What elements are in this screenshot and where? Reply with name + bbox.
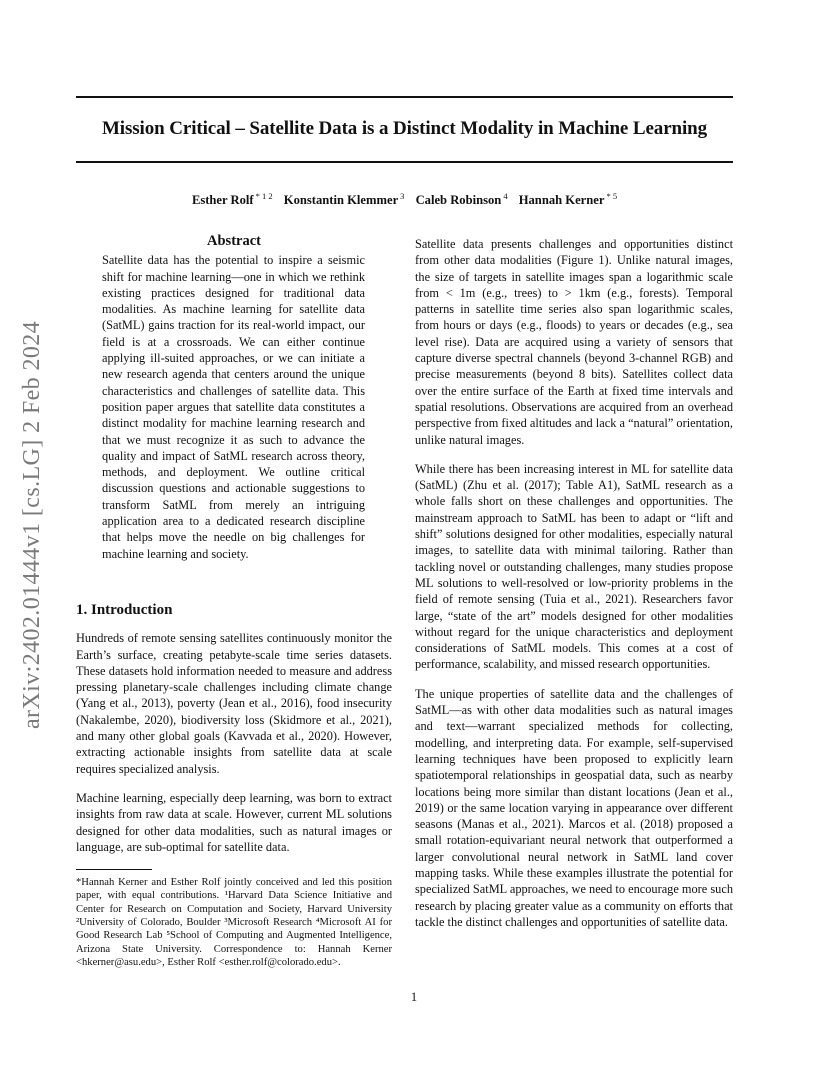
- abstract-text: Satellite data has the potential to inspire a seismic shift for machine learning—one in which we rethink existing practices designed for traditional data modalities. As machine learning for satellite data (SatML) gains traction for its real-world impact, our field is at a crossroads. We can either continue applying ill-suited approaches, or we can initiate a new research agenda that centers around the unique characteristics and challenges of satellite data. This position paper argues that satellite data constitutes a distinct modality for machine learning research and that we must recognize it as such to advance the quality and impact of SatML research across theory, methods, and deployment. We outline critical discussion questions and actionable suggestions to transform SatML from merely an intriguing application area to a dedicated research discipline that helps move the needle on big challenges for machine learning and society.: [102, 253, 365, 561]
- paper-title: Mission Critical – Satellite Data is a Distinct Modality in Machine Learning: [101, 118, 708, 139]
- body-paragraph: Satellite data presents challenges and opportunities distinct from other data modalities (Figure 1). Unlike natural images, the size of targets in satellite images span a logarithmic scale from < 1m (e.g., trees) to > 1km (e.g., forests). Temporal patterns in satellite time series also span logarithmic scales, from hours or days (e.g., floods) to years or decades (e.g., sea level rise). Data are acquired using a variety of sensors that capture diverse spectral channels (beyond 3-channel RGB) and precise measurements (beyond 8 bits). Satellites collect data over the entire surface of the Earth at fixed time intervals and spatial resolutions. Observations are acquired from an overhead perspective from fixed altitudes and lack a “natural” orientation, unlike natural images.: [415, 237, 733, 447]
- author: Hannah Kerner $^{* 5}$: [518, 191, 618, 207]
- body-paragraph: The unique properties of satellite data and the challenges of SatML—as with other data modalities such as natural images and text—warrant specialized methods for collecting, modelling, and interpreting data. For example, self-supervised learning techniques have been proposed to explicitly learn spatiotemporal relationships in geospatial data, such as nearby locations being more similar than distant locations (Jean et al., 2019) or the same location varying in appearance over different seasons (Manas et al., 2021). Marcos et al. (2018) proposed a small rotation-equivariant neural network that outperformed a larger convolutional neural network in SatML land cover mapping tasks. While these examples illustrate the potential for specialized SatML approaches, we need to encourage more such research by placing greater value as a community on efforts that tackle the distinct challenges and opportunities of satellite data.: [415, 686, 733, 929]
- arxiv-identifier: arXiv:2402.01444v1 [cs.LG] 2 Feb 2024: [19, 320, 45, 730]
- footnote-rule: [76, 869, 152, 870]
- author: Caleb Robinson $^4$: [415, 191, 508, 207]
- section-heading-introduction: 1. Introduction: [76, 601, 173, 618]
- intro-paragraph: Machine learning, especially deep learning, was born to extract insights from raw data at scale. However, current ML solutions designed for other data modalities, such as natural images or language, are sub-optimal for satellite data.: [76, 790, 392, 854]
- footnote: *Hannah Kerner and Esther Rolf jointly conceived and led this position paper, with equal contributions. ¹Harvard Data Science Initiative and Center for Research on Computation and Society, Harvard University ²University of Colorado, Boulder ³Microsoft Research ⁴Microsoft AI for Good Research Lab ⁵School of Computing and Augmented Intelligence, Arizona State University. Correspondence to: Hannah Kerner <hkerner@asu.edu>, Esther Rolf <esther.rolf@colorado.edu>.: [76, 877, 392, 968]
- right-column: [415, 236, 733, 943]
- title-top-rule: [76, 96, 733, 98]
- title-bottom-rule: [76, 161, 733, 163]
- abstract-heading: Abstract: [207, 233, 261, 249]
- author: Esther Rolf $^{* 1 2}$: [191, 191, 273, 207]
- intro-paragraph: Hundreds of remote sensing satellites continuously monitor the Earth’s surface, creating petabyte-scale time series datasets. These datasets hold information needed to measure and address pressing planetary-scale challenges including climate change (Yang et al., 2013), poverty (Jean et al., 2016), food insecurity (Nakalembe, 2020), biodiversity loss (Skidmore et al., 2021), and many other global goals (Kavvada et al., 2020). However, extracting actionable insights from satellite data at scale requires specialized analysis.: [76, 631, 392, 776]
- left-column: [76, 233, 392, 969]
- author: Konstantin Klemmer $^3$: [283, 191, 405, 207]
- body-paragraph: While there has been increasing interest in ML for satellite data (SatML) (Zhu et al. (2017); Table A1), SatML research as a whole falls short on these challenges and opportunities. The mainstream approach to SatML has been to adapt or “lift and shift” solutions designed for other modalities, especially natural images, to satellite data with minimal tailoring. Rather than tackling novel or outstanding challenges, many studies propose ML solutions to well-resolved or low-priority problems in the field of remote sensing (Tuia et al., 2021). Researchers favor large, “state of the art” models designed for other modalities without regard for the unique characteristics and deployment considerations of SatML models. This comes at a cost of performance, scalability, and missed research opportunities.: [415, 461, 733, 672]
- author-list: [76, 191, 733, 208]
- page-number: 1: [410, 990, 418, 1004]
